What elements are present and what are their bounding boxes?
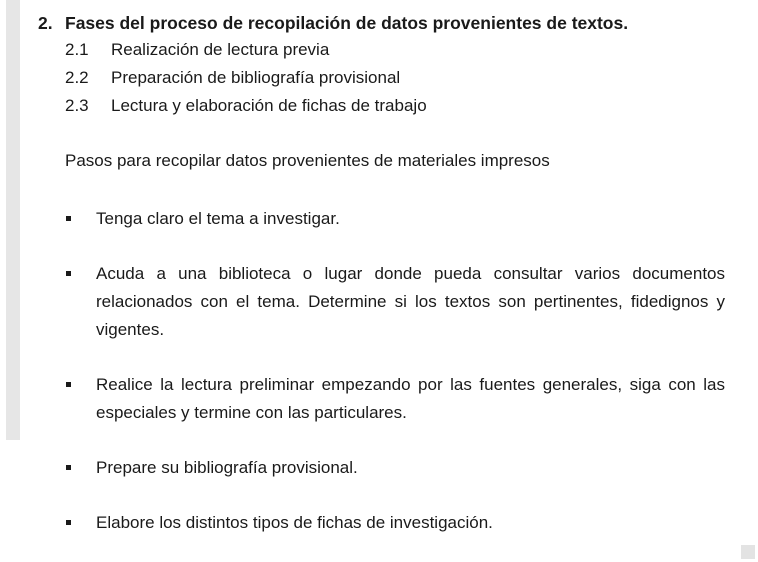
- subitem-number: 2.3: [65, 96, 89, 115]
- list-item: [65, 454, 725, 482]
- bullet-square-icon: [66, 216, 71, 221]
- subitem-label: Lectura y elaboración de fichas de trabajo: [111, 96, 427, 115]
- subitem-number: 2.2: [65, 68, 89, 87]
- subitem: [65, 39, 427, 67]
- list-item: [65, 509, 725, 537]
- list-item-text: Elabore los distintos tipos de fichas de investigación.: [96, 513, 493, 532]
- section-heading: [38, 12, 628, 34]
- bullet-square-icon: [66, 271, 71, 276]
- steps-intro: Pasos para recopilar datos provenientes de materiales impresos: [65, 151, 550, 170]
- subitem: [65, 67, 427, 95]
- margin-bar: [6, 0, 20, 440]
- list-item: [65, 205, 725, 233]
- subitem-number: 2.1: [65, 40, 89, 59]
- subitem-label: Preparación de bibliografía provisional: [111, 68, 401, 87]
- subitem-label: Realización de lectura previa: [111, 40, 330, 59]
- subitem-list: [65, 39, 427, 123]
- list-item-text: Tenga claro el tema a investigar.: [96, 209, 340, 228]
- steps-list: [65, 205, 725, 562]
- page-corner-marker: [741, 545, 755, 559]
- bullet-square-icon: [66, 382, 71, 387]
- list-item-text: Prepare su bibliografía provisional.: [96, 458, 358, 477]
- list-item-text: Realice la lectura preliminar empezando por las fuentes generales, siga con las especiales y termine con las particulares.: [96, 375, 725, 422]
- list-item: [65, 260, 725, 344]
- bullet-square-icon: [66, 520, 71, 525]
- subitem: [65, 95, 427, 123]
- list-item-text: Acuda a una biblioteca o lugar donde pueda consultar varios documentos relacionados con el tema. Determine si los textos son pertinentes, fidedignos y vigentes.: [96, 264, 725, 339]
- list-item: [65, 371, 725, 427]
- bullet-square-icon: [66, 465, 71, 470]
- section-title: Fases del proceso de recopilación de datos provenientes de textos.: [65, 13, 629, 33]
- section-number: 2.: [38, 13, 53, 33]
